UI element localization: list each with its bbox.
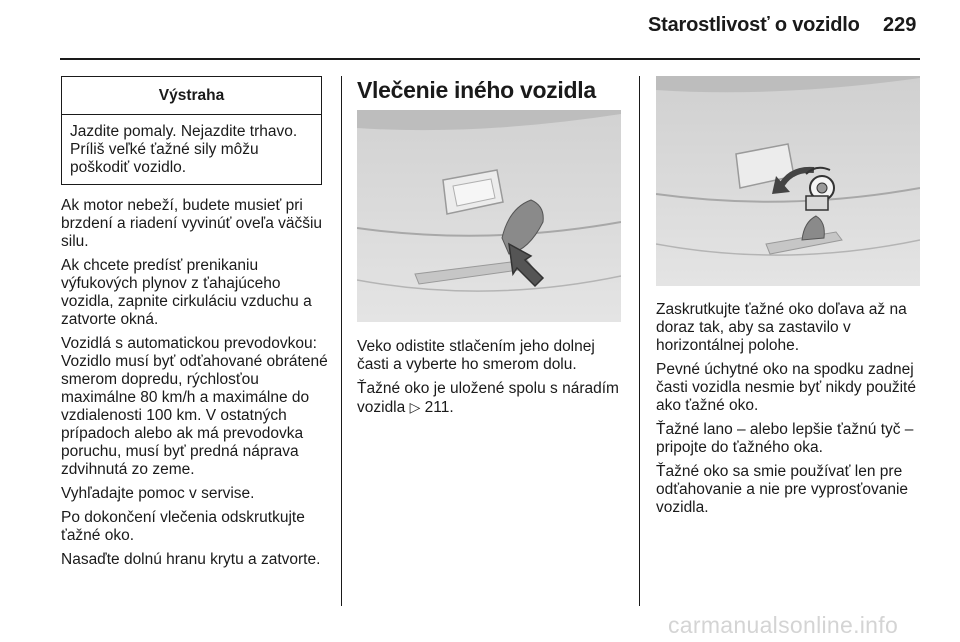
- column-divider-left: [341, 76, 342, 606]
- header-rule: [60, 58, 920, 60]
- section-heading: Vlečenie iného vozidla: [357, 77, 596, 103]
- paragraph: Vyhľadajte pomoc v servise.: [61, 485, 255, 502]
- column-divider-right: [639, 76, 640, 606]
- warning-title: Výstraha: [62, 77, 321, 115]
- paragraph: Nasaďte dolnú hranu krytu a zatvorte.: [61, 551, 321, 568]
- paragraph: [357, 380, 627, 417]
- paragraph: Po dokončení vlečenia odskrutkujte ťažné oko.: [61, 509, 305, 544]
- bumper-cover-illustration: [357, 110, 621, 322]
- watermark: carmanualsonline.info: [668, 612, 899, 638]
- paragraph: Ak motor nebeží, budete musieť pri brzdení a riadení vyvinúť oveľa väčšiu silu.: [61, 197, 323, 250]
- paragraph: Zaskrutkujte ťažné oko doľava až na doraz tak, aby sa zastavilo v horizontálnej polohe.: [656, 301, 907, 354]
- paragraph: Vozidlá s automatickou prevodovkou: Vozidlo musí byť odťahované obrátené smerom dopredu, rýchlosťou maximálne 80 km/h a maximálne do vzdialenosti 100 km. V ostatných prípadoch alebo ak má prevodovka poruchu, musí byť predná náprava zdvihnutá zo zeme.: [61, 335, 328, 478]
- arrow-reference-icon: ▷: [409, 399, 421, 415]
- right-column-text: [656, 301, 928, 523]
- warning-box: [61, 76, 322, 185]
- paragraph-text: Ťažné oko je uložené spolu s náradím vozidla: [357, 380, 619, 416]
- page-header-title: Starostlivosť o vozidlo: [648, 14, 860, 36]
- tow-eye-illustration: [656, 76, 920, 286]
- page-number: 229: [883, 14, 917, 36]
- page-reference[interactable]: 211.: [424, 399, 454, 416]
- paragraph: Veko odistite stlačením jeho dolnej časti a vyberte ho smerom dolu.: [357, 338, 595, 373]
- paragraph: Ťažné oko sa smie používať len pre odťahovanie a nie pre vyprosťovanie vozidla.: [656, 463, 909, 516]
- paragraph: Ak chcete predísť prenikaniu výfukových plynov z ťahajúceho vozidla, zapnite cirkuláciu vzduchu a zatvorte okná.: [61, 257, 312, 328]
- left-column-text: [61, 197, 329, 575]
- paragraph: Ťažné lano – alebo lepšie ťažnú tyč – pripojte do ťažného oka.: [656, 421, 914, 456]
- middle-column-text: [357, 338, 627, 423]
- warning-text: Jazdite pomaly. Nejazdite trhavo. Príliš veľké ťažné sily môžu poškodiť vozidlo.: [70, 123, 298, 176]
- paragraph: Pevné úchytné oko na spodku zadnej časti vozidla nesmie byť nikdy použité ako ťažné oko.: [656, 361, 916, 414]
